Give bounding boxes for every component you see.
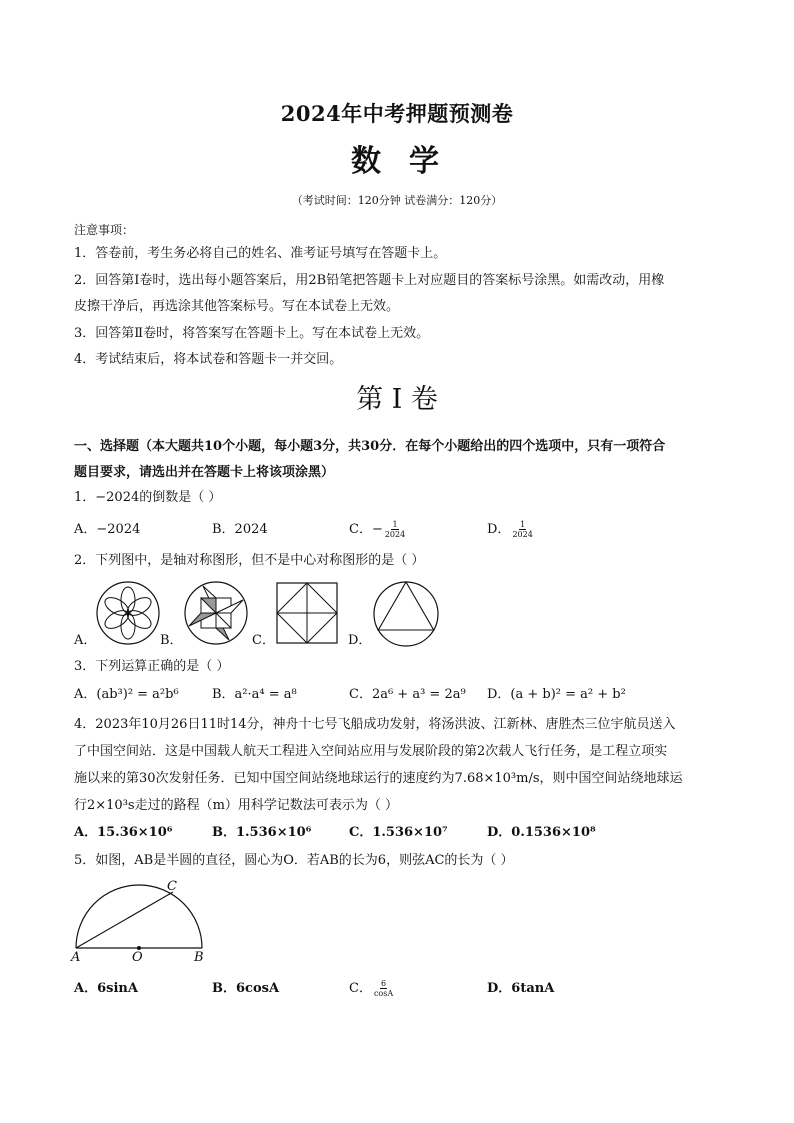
- question-4-option-c: C．1.536×10⁷: [349, 825, 448, 840]
- notice-item-2-cont: 皮擦干净后，再选涂其他答案标号。写在本试卷上无效。: [74, 299, 400, 314]
- point-a-label: A: [71, 950, 81, 965]
- part-heading-cont: 题目要求，请选出并在答题卡上将该项涂黑）: [74, 465, 335, 480]
- question-4-line-1: 4．2023年10月26日11时14分，神舟十七号飞船成功发射，将汤洪波、江新林、唐胜杰三位宇航员送入: [74, 717, 676, 732]
- point-c-label: C: [167, 879, 177, 894]
- question-5-option-b: B．6cosA: [212, 981, 280, 996]
- point-o-label: O: [132, 950, 143, 965]
- question-2-option-b-label: B．: [160, 633, 183, 648]
- question-2-option-c-label: C．: [252, 633, 275, 648]
- question-1-option-c: [349, 519, 405, 541]
- part-heading: 一、选择题（本大题共10个小题，每小题3分，共30分．在每个小题给出的四个选项中，只有一项符合: [74, 439, 666, 454]
- question-1-stem: 1．−2024的倒数是（ ）: [74, 490, 222, 505]
- exam-title: 2024年中考押题预测卷: [280, 101, 514, 126]
- question-1-option-c-label: C．−: [349, 522, 383, 537]
- question-2-option-a-label: A．: [74, 633, 97, 648]
- fraction-numerator: 1: [520, 520, 526, 529]
- flower-figure: [95, 580, 161, 646]
- notice-item-4: 4．考试结束后，将本试卷和答题卡一并交回。: [74, 352, 343, 367]
- circle-triangle-figure: [372, 580, 440, 648]
- question-4-line-2: 了中国空间站．这是中国载人航天工程进入空间站应用与发展阶段的第2次载人飞行任务，是工程立项实: [74, 744, 668, 759]
- question-5-option-d: D．6tanA: [487, 981, 555, 996]
- question-1-option-c-fraction: [385, 520, 405, 539]
- point-b-label: B: [194, 950, 204, 965]
- question-1-option-a: A．−2024: [74, 522, 141, 537]
- question-4-option-b: B．1.536×10⁶: [212, 825, 312, 840]
- question-2-stem: 2．下列图中，是轴对称图形，但不是中心对称图形的是（ ）: [74, 553, 425, 568]
- question-3-option-a: A．(ab³)² = a²b⁶: [74, 687, 179, 702]
- question-3-option-d: D．(a + b)² = a² + b²: [487, 687, 626, 702]
- square-diamond-figure: [276, 582, 338, 644]
- question-4-line-4: 行2×10³s走过的路程（m）用科学记数法可表示为（ ）: [74, 798, 399, 813]
- question-2-option-d-label: D．: [348, 633, 372, 648]
- fraction-numerator: 6: [381, 979, 387, 988]
- question-4-option-a: A．15.36×10⁶: [74, 825, 173, 840]
- question-5-stem: 5．如图，AB是半圆的直径，圆心为O．若AB的长为6，则弦AC的长为（ ）: [74, 853, 514, 868]
- subject-title: 数学: [351, 144, 467, 179]
- pinwheel-figure: [183, 580, 249, 646]
- notice-heading: 注意事项：: [74, 223, 135, 237]
- question-3-stem: 3．下列运算正确的是（ ）: [74, 659, 230, 674]
- question-4-option-d: D．0.1536×10⁸: [487, 825, 596, 840]
- question-1-option-d-label: D．: [487, 522, 511, 537]
- question-1-option-b: B．2024: [212, 522, 268, 537]
- question-3-option-b: B．a²·a⁴ = a⁸: [212, 687, 297, 702]
- question-1-option-d-fraction: [512, 520, 532, 539]
- fraction-denominator: 2024: [512, 530, 533, 539]
- notice-item-3: 3．回答第Ⅱ卷时，将答案写在答题卡上。写在本试卷上无效。: [74, 326, 430, 341]
- question-5-option-a: A．6sinA: [74, 981, 138, 996]
- question-3-option-c: C．2a⁶ + a³ = 2a⁹: [349, 687, 466, 702]
- question-5-option-c-label: C．: [349, 981, 372, 996]
- question-5-option-c: [349, 978, 393, 1000]
- question-5-option-c-fraction: [374, 979, 393, 998]
- question-1-option-d: [487, 519, 533, 541]
- question-4-line-3: 施以来的第30次发射任务．已知中国空间站绕地球运行的速度约为7.68×10³m/s，则中国空间站绕地球运: [74, 771, 683, 786]
- exam-info: （考试时间：120分钟 试卷满分：120分）: [291, 194, 503, 207]
- fraction-denominator: 2024: [384, 530, 406, 539]
- notice-item-2: 2．回答第Ⅰ卷时，选出每小题答案后，用2B铅笔把答题卡上对应题目的答案标号涂黑。如需改动，用橡: [74, 273, 665, 288]
- section-title: 第 I 卷: [356, 384, 438, 415]
- fraction-denominator: cosA: [373, 989, 394, 998]
- notice-item-1: 1．答卷前，考生务必将自己的姓名、准考证号填写在答题卡上。: [74, 246, 447, 261]
- fraction-numerator: 1: [392, 520, 398, 529]
